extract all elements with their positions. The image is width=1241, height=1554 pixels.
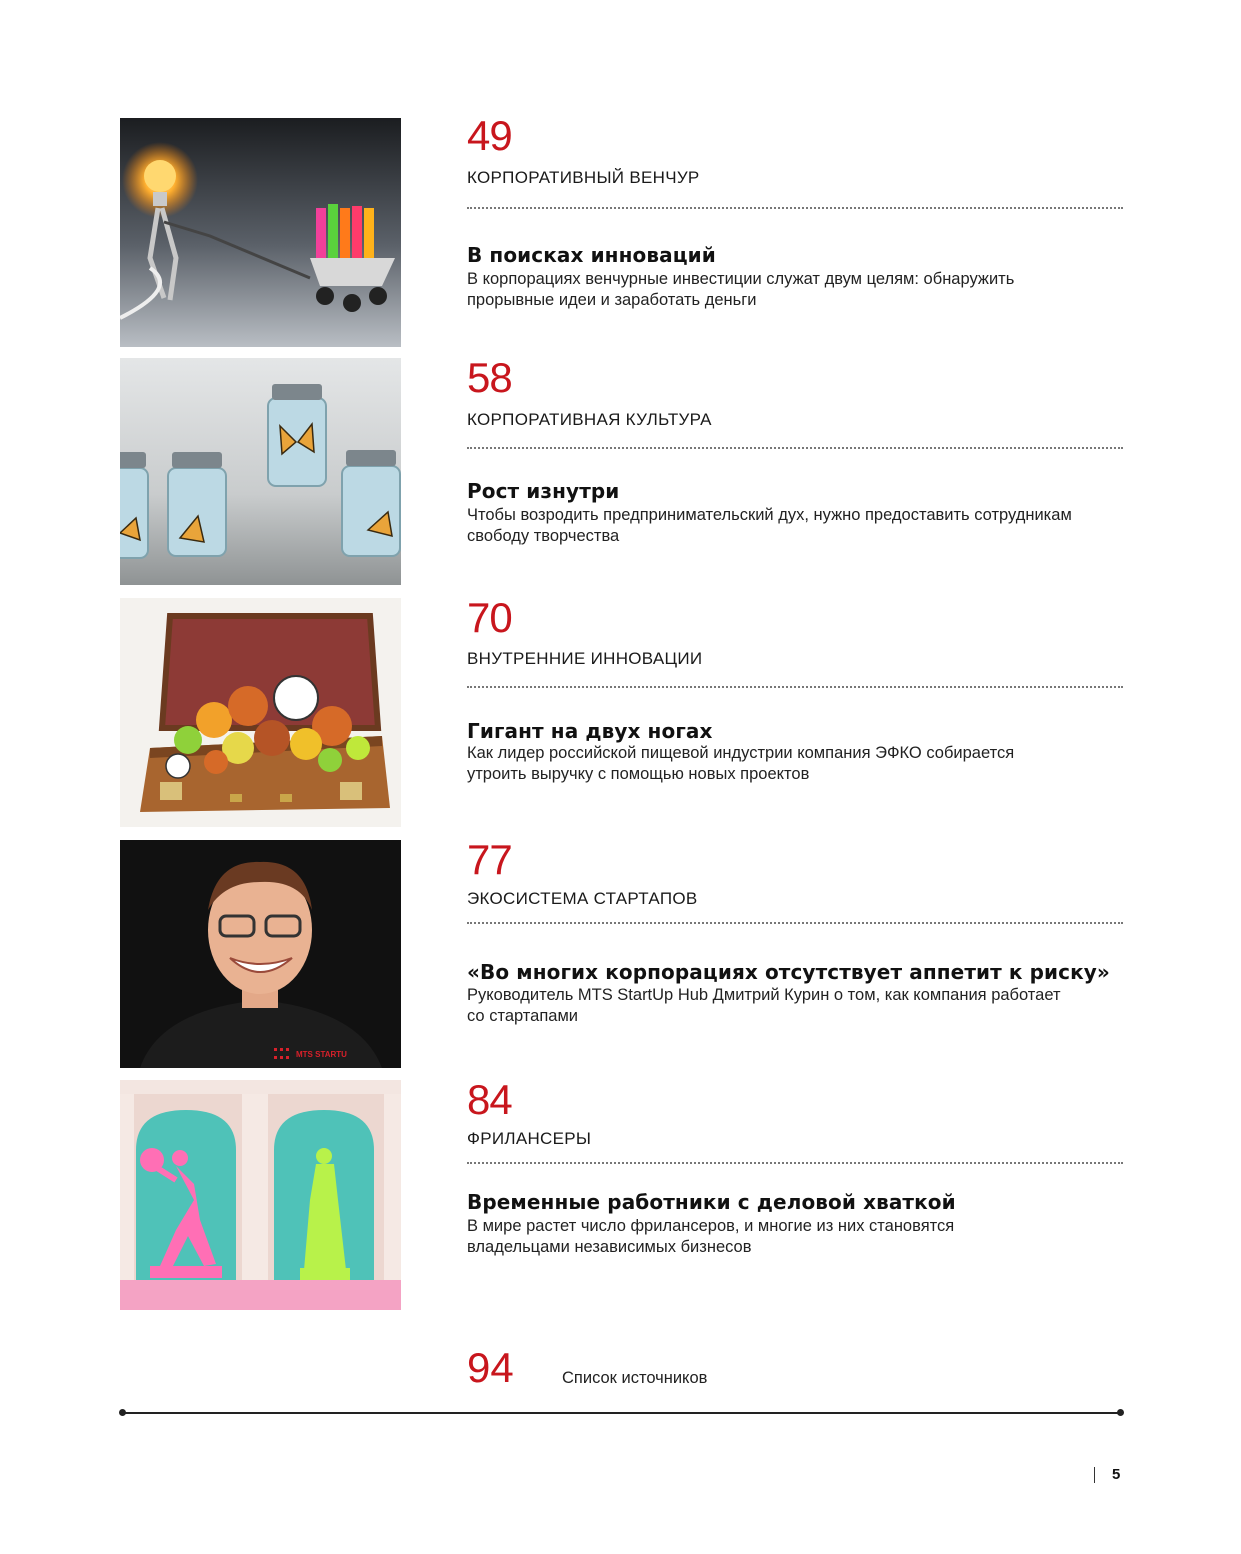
dotted-divider [467,922,1123,924]
dotted-divider [467,1162,1123,1164]
page-number: 77 [467,836,512,883]
article-title[interactable]: Рост изнутри [467,479,620,503]
lightbulb-robot-image [120,118,401,347]
description-line: Руководитель MTS StartUp Hub Дмитрий Курин о том, как компания работает [467,986,1061,1004]
toc-entry-innovation[interactable] [120,594,1124,827]
section-title: КОРПОРАТИВНЫЙ ВЕНЧУР [467,168,700,187]
page-number: 70 [467,594,512,641]
description-line: прорывные идеи и заработать деньги [467,291,757,309]
article-description [467,985,1127,1027]
description-line: владельцами независимых бизнесов [467,1238,752,1256]
page-number: 58 [467,354,512,401]
dotted-divider [467,447,1123,449]
dotted-divider [467,686,1123,688]
section-title: ЭКОСИСТЕМА СТАРТАПОВ [467,889,698,908]
article-description [467,505,1127,547]
article-description [467,1216,1127,1258]
description-line: В мире растет число фрилансеров, и многие из них становятся [467,1217,955,1235]
dotted-divider [467,207,1123,209]
page-number: 84 [467,1076,512,1123]
page-number: 49 [467,112,512,159]
suitcase-balls-image [120,598,401,827]
sources-link[interactable]: Список источников [562,1369,708,1387]
article-title[interactable]: В поисках инноваций [467,243,716,267]
statues-image [120,1080,401,1310]
portrait-image [120,840,401,1068]
article-title[interactable]: Гигант на двух ногах [467,719,713,743]
rule-end-dot [119,1409,126,1416]
toc-entry-startups[interactable] [120,836,1124,1068]
description-line: Чтобы возродить предпринимательский дух, нужно предоставить сотрудникам [467,506,1072,524]
rule-end-dot [1117,1409,1124,1416]
folio-separator [1094,1467,1095,1483]
article-description [467,743,1127,785]
article-title[interactable]: «Во многих корпорациях отсутствует аппетит к риску» [467,960,1110,984]
section-title: ФРИЛАНСЕРЫ [467,1129,592,1148]
tshirt-logo: MTS STARTU [296,1050,347,1059]
article-title[interactable]: Временные работники с деловой хваткой [467,1190,956,1214]
toc-entry-venture[interactable] [120,112,1124,347]
section-title: КОРПОРАТИВНАЯ КУЛЬТУРА [467,410,712,429]
toc-entry-freelancers[interactable] [120,1076,1124,1310]
description-line: со стартапами [467,1007,579,1025]
description-line: свободу творчества [467,527,620,545]
folio-page-number: 5 [1112,1466,1121,1483]
toc-entry-culture[interactable] [120,354,1124,585]
description-line: утроить выручку с помощью новых проектов [467,765,810,783]
description-line: В корпорациях венчурные инвестиции служат двум целям: обнаружить [467,270,1015,288]
section-title: ВНУТРЕННИЕ ИННОВАЦИИ [467,649,703,668]
article-description [467,269,1127,311]
butterfly-jars-image [120,358,401,585]
bottom-rule [122,1412,1120,1414]
sources-page-number: 94 [467,1344,514,1391]
description-line: Как лидер российской пищевой индустрии компания ЭФКО собирается [467,744,1015,762]
